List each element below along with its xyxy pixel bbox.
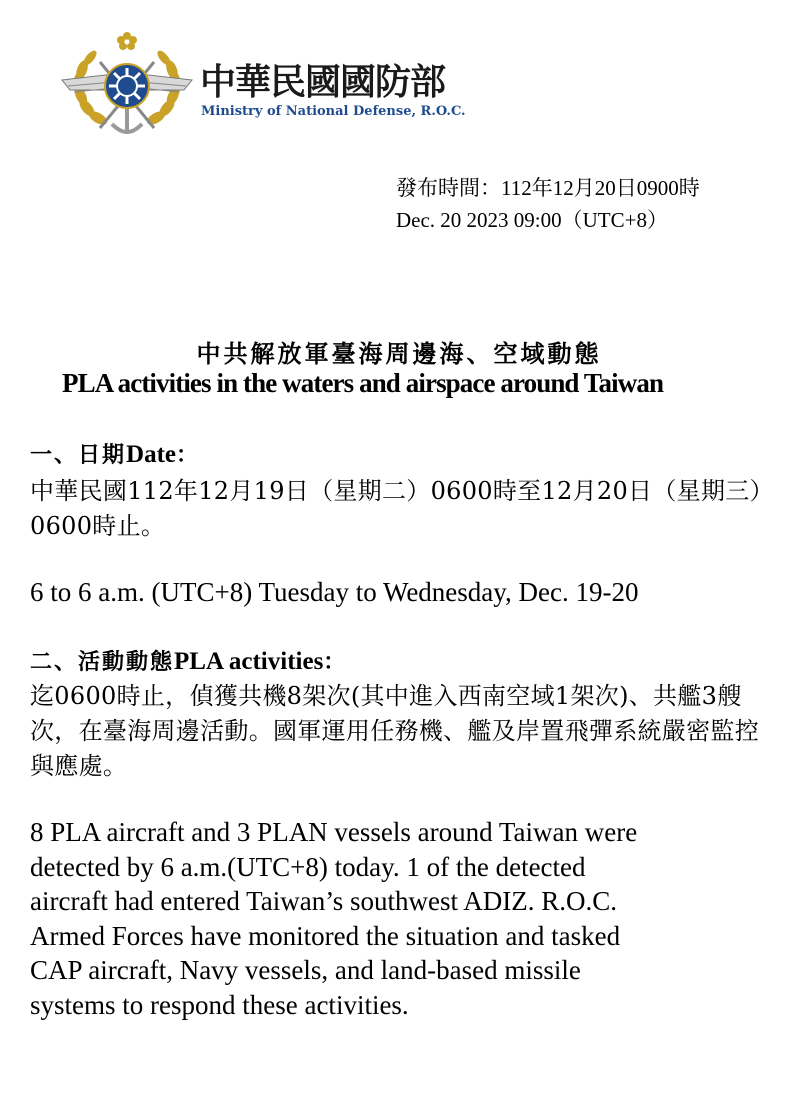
section-date-heading	[30, 438, 200, 469]
mnd-emblem-logo	[52, 28, 202, 146]
title-english: PLA activities in the waters and airspace around Taiwan	[62, 368, 664, 398]
section-date-body-english	[30, 575, 790, 610]
body-english-line: systems to respond these activities.	[30, 989, 409, 1020]
section-activities-body-chinese: 迄0600時止，偵獲共機8架次(其中進入西南空域1架次)、共艦3艘次，在臺海周邊活動。國軍運用任務機、艦及岸置飛彈系統嚴密監控與應處。	[30, 682, 759, 780]
release-time-english: Dec. 20 2023 09:00（UTC+8）	[396, 208, 668, 232]
section-date-body-chinese: 中華民國112年12月19日（星期二）0600時至12月20日（星期三）0600時止。	[30, 477, 774, 540]
body-english-line: CAP aircraft, Navy vessels, and land-based missile	[30, 955, 581, 985]
section-activities-heading-colon: ：	[323, 649, 348, 675]
title-chinese: 中共解放軍臺海周邊海、空域動態	[196, 339, 602, 368]
section-date-heading-en: Date	[126, 441, 176, 468]
section-activities-heading-en: PLA activities	[174, 648, 324, 675]
org-name-english: Ministry of National Defense, R.O.C.	[201, 104, 466, 119]
section-date-heading-colon: ：	[176, 442, 201, 468]
section-activities-body-english	[30, 815, 790, 1022]
body-english-line: Armed Forces have monitored the situation and tasked	[30, 920, 621, 951]
release-time	[396, 172, 700, 236]
section-activities-heading-zh: 二、活動動態	[30, 649, 175, 675]
section-date-heading-zh: 一、日期	[30, 442, 127, 468]
section-activities-heading	[30, 645, 347, 676]
org-name-chinese: 中華民國國防部	[200, 61, 446, 103]
section-date-body-english-line: 6 to 6 a.m. (UTC+8) Tuesday to Wednesday, Dec. 19-20	[30, 577, 639, 607]
body-english-line: aircraft had entered Taiwan’s southwest ADIZ. R.O.C.	[30, 886, 617, 916]
release-time-chinese: 發布時間：112年12月20日0900時	[396, 176, 700, 200]
body-english-line: detected by 6 a.m.(UTC+8) today. 1 of the detected	[30, 851, 586, 882]
body-english-line: 8 PLA aircraft and 3 PLAN vessels around Taiwan were	[30, 817, 638, 847]
